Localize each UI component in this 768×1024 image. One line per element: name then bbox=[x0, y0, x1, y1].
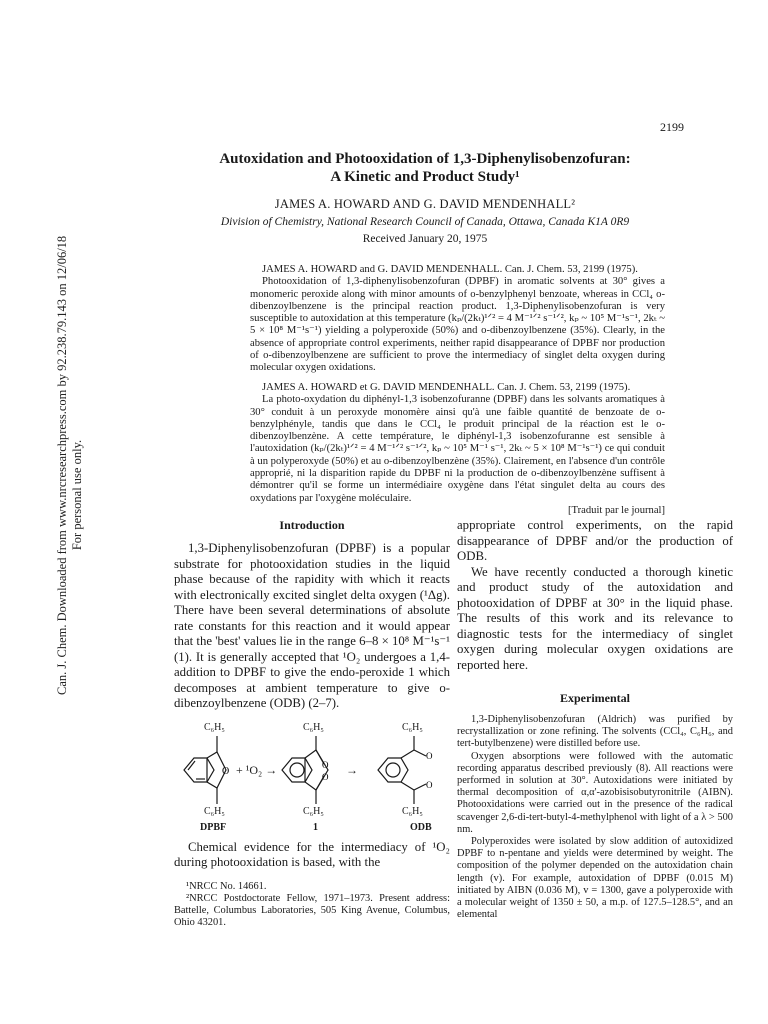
title-line-2: A Kinetic and Product Study¹ bbox=[330, 169, 520, 185]
experimental-paragraph: Oxygen absorptions were followed with the automatic recording apparatus described previously (8). All reactions were performed in solution at 30°. Autoxidations were initiated by thermal decomposition of α,α'-azobisisobutyronitrile (AIBN). Photooxidations were carried out in the presence of the radical scavenger 2,6-di-tert-butyl-4-methylphenol with light of a λ > 500 nm. bbox=[457, 750, 733, 835]
abstract-citation: JAMES A. HOWARD et G. DAVID MENDENHALL. Can. J. Chem. 53, 2199 (1975). bbox=[262, 382, 631, 393]
article-title bbox=[180, 150, 670, 186]
download-watermark bbox=[55, 235, 85, 695]
download-notice: Can. J. Chem. Downloaded from www.nrcresearchpress.com by 92.238.79.143 on 12/06/18 bbox=[55, 235, 69, 695]
left-column bbox=[174, 518, 450, 929]
phenyl-label: C₆H₅ bbox=[204, 805, 225, 817]
reaction-diagram bbox=[174, 718, 450, 836]
personal-use-notice: For personal use only. bbox=[70, 439, 84, 551]
translation-note: [Traduit par le journal] bbox=[568, 504, 665, 516]
benzene-ring-odb bbox=[378, 758, 408, 782]
reagent-arrow: + ¹O₂ → bbox=[236, 762, 278, 777]
phenyl-label: C₆H₅ bbox=[402, 721, 423, 733]
authors: JAMES A. HOWARD AND G. DAVID MENDENHALL² bbox=[274, 197, 576, 211]
footnote-2: ²NRCC Postdoctorate Fellow, 1971–1973. Present address: Battelle, Columbus Laboratories, 505 King Avenue, Columbus, Ohio 43201. bbox=[174, 892, 450, 929]
compound-label-odb: ODB bbox=[410, 821, 432, 833]
affiliation: Division of Chemistry, National Research Council of Canada, Ottawa, Canada K1A 0R9 bbox=[220, 216, 630, 228]
phenyl-label: C₆H₅ bbox=[303, 805, 324, 817]
compound-label-1: 1 bbox=[313, 821, 318, 833]
svg-text:O: O bbox=[322, 771, 329, 782]
svg-text:O: O bbox=[322, 759, 329, 770]
title-line-1: Autoxidation and Photooxidation of 1,3-Diphenylisobenzofuran: bbox=[219, 151, 631, 167]
phenyl-label: C₆H₅ bbox=[303, 721, 324, 733]
abstract-body: Photooxidation of 1,3-diphenylisobenzofuran (DPBF) in aromatic solvents at 30° gives a monomeric peroxide along with minor amounts of o-benzylphenyl benzoate, whereas in CCl₄ o-dibenzoylbenzene is the principal reaction product. 1,3-Diphenylisobenzofuran is very susceptible to autoxidation at this temperature (kₚ/(2kₜ)¹ᐟ² = 4 M⁻¹ᐟ² s⁻¹ᐟ², kₚ ~ 10⁵ M⁻¹s⁻¹, 2kₜ ~ 5 × 10⁸ M⁻¹s⁻¹) yielding a polyperoxide (50%) and o-dibenzoylbenzene (35%). Clearly, in the absence of appropriate control experiments, neither rapid disappearance of DPBF nor production of o-dibenzoylbenzene are sufficient to prove the intermediacy of singlet delta oxygen during molecular oxygen oxidations. bbox=[250, 276, 665, 374]
oxygen-atom-label: O bbox=[222, 765, 230, 777]
svg-text:O: O bbox=[426, 750, 433, 761]
introduction-continued: appropriate control experiments, on the rapid disappearance of DPBF and/or the production of ODB. bbox=[457, 518, 733, 563]
section-heading-experimental: Experimental bbox=[560, 691, 630, 705]
compound-label-dpbf: DPBF bbox=[200, 821, 227, 833]
phenyl-label: C₆H₅ bbox=[402, 805, 423, 817]
abstract-body: La photo-oxydation du diphényl-1,3 isobenzofuranne (DPBF) dans les solvants aromatiques à 30° conduit à un peroxyde monomère ainsi qu'à une faible quantité de benzoate de o-benzylphényle, tandis que dans le CCl₄ le produit principal de la réaction est le o-dibenzoylbenzène. A cette température, le diphényl-1,3 isobenzofuranne est sensible à l'autoxidation (kₚ/(2kₜ)¹ᐟ² = 4 M⁻¹ᐟ² s⁻¹ᐟ², kₚ ~ 10⁵ M⁻¹ s⁻¹, 2kₜ ~ 5 × 10⁸ M⁻¹s⁻¹) ce qui conduit à un polyperoxyde (50%) et au o-dibenzoylbenzène (35%). Clairement, en l'absence d'un contrôle approprié, ni la disparition rapide du DPBF ni la production de o-dibenzoylbenzène suffisent à démontrer qu'il se forme un intermédiaire oxygène dans l'état singulet delta au cours des oxydations par l'oxygène moléculaire. bbox=[250, 394, 665, 504]
introduction-paragraph: 1,3-Diphenylisobenzofuran (DPBF) is a popular substrate for photooxidation studies in the liquid phase because of the rapidity with which it reacts with electronically excited singlet delta oxygen (¹Δg). There have been several determinations of absolute rate constants for this reaction and it would appear that the 'best' values lie in the range 6–8 × 10⁸ M⁻¹s⁻¹ (1). It is generally accepted that ¹O₂ undergoes a 1,4-addition to DPBF to give the endo-peroxide 1 which decomposes at ambient temperature to give o-dibenzoylbenzene (ODB) (2–7). bbox=[174, 541, 450, 710]
footnote-1: ¹NRCC No. 14661. bbox=[186, 880, 267, 892]
svg-text:O: O bbox=[426, 779, 433, 790]
reaction-scheme bbox=[174, 718, 450, 836]
received-date: Received January 20, 1975 bbox=[362, 233, 488, 245]
page-number: 2199 bbox=[660, 120, 684, 134]
section-heading-introduction: Introduction bbox=[279, 518, 345, 532]
benzene-ring-peroxide bbox=[282, 758, 312, 782]
experimental-paragraph: 1,3-Diphenylisobenzofuran (Aldrich) was purified by recrystallization or zone refining. The solvents (CCl₄, C₆H₆, and tert-butylbenzene) were distilled before use. bbox=[457, 714, 733, 750]
introduction-paragraph: Chemical evidence for the intermediacy of ¹O₂ during photooxidation is based, with the bbox=[174, 839, 450, 869]
right-column bbox=[457, 518, 733, 921]
experimental-paragraph: Polyperoxides were isolated by slow addition of autoxidized DPBF to n-pentane and yields were determined by weight. The composition of the polymer depended on the autoxidation chain length (v). For example, autoxidation of DPBF (0.015 M) initiated by AIBN (0.036 M), v = 1300, gave a polyperoxide with a molecular weight of 1350 ± 50, a m.p. of 127.5–128.5°, and an elemental bbox=[457, 836, 733, 921]
footnotes bbox=[174, 881, 450, 930]
abstract-french bbox=[250, 382, 665, 517]
abstract-english bbox=[250, 264, 665, 375]
abstract-citation: JAMES A. HOWARD and G. DAVID MENDENHALL. Can. J. Chem. 53, 2199 (1975). bbox=[262, 264, 638, 275]
introduction-paragraph: We have recently conducted a thorough kinetic and product study of the autoxidation and photooxidation of DPBF at 30° in the liquid phase. The results of this work and its relevance to diagnostic tests for the intermediacy of singlet oxygen during molecular oxygen oxidations are reported here. bbox=[457, 564, 733, 672]
phenyl-label: C₆H₅ bbox=[204, 721, 225, 733]
reaction-arrow: → bbox=[346, 762, 358, 777]
